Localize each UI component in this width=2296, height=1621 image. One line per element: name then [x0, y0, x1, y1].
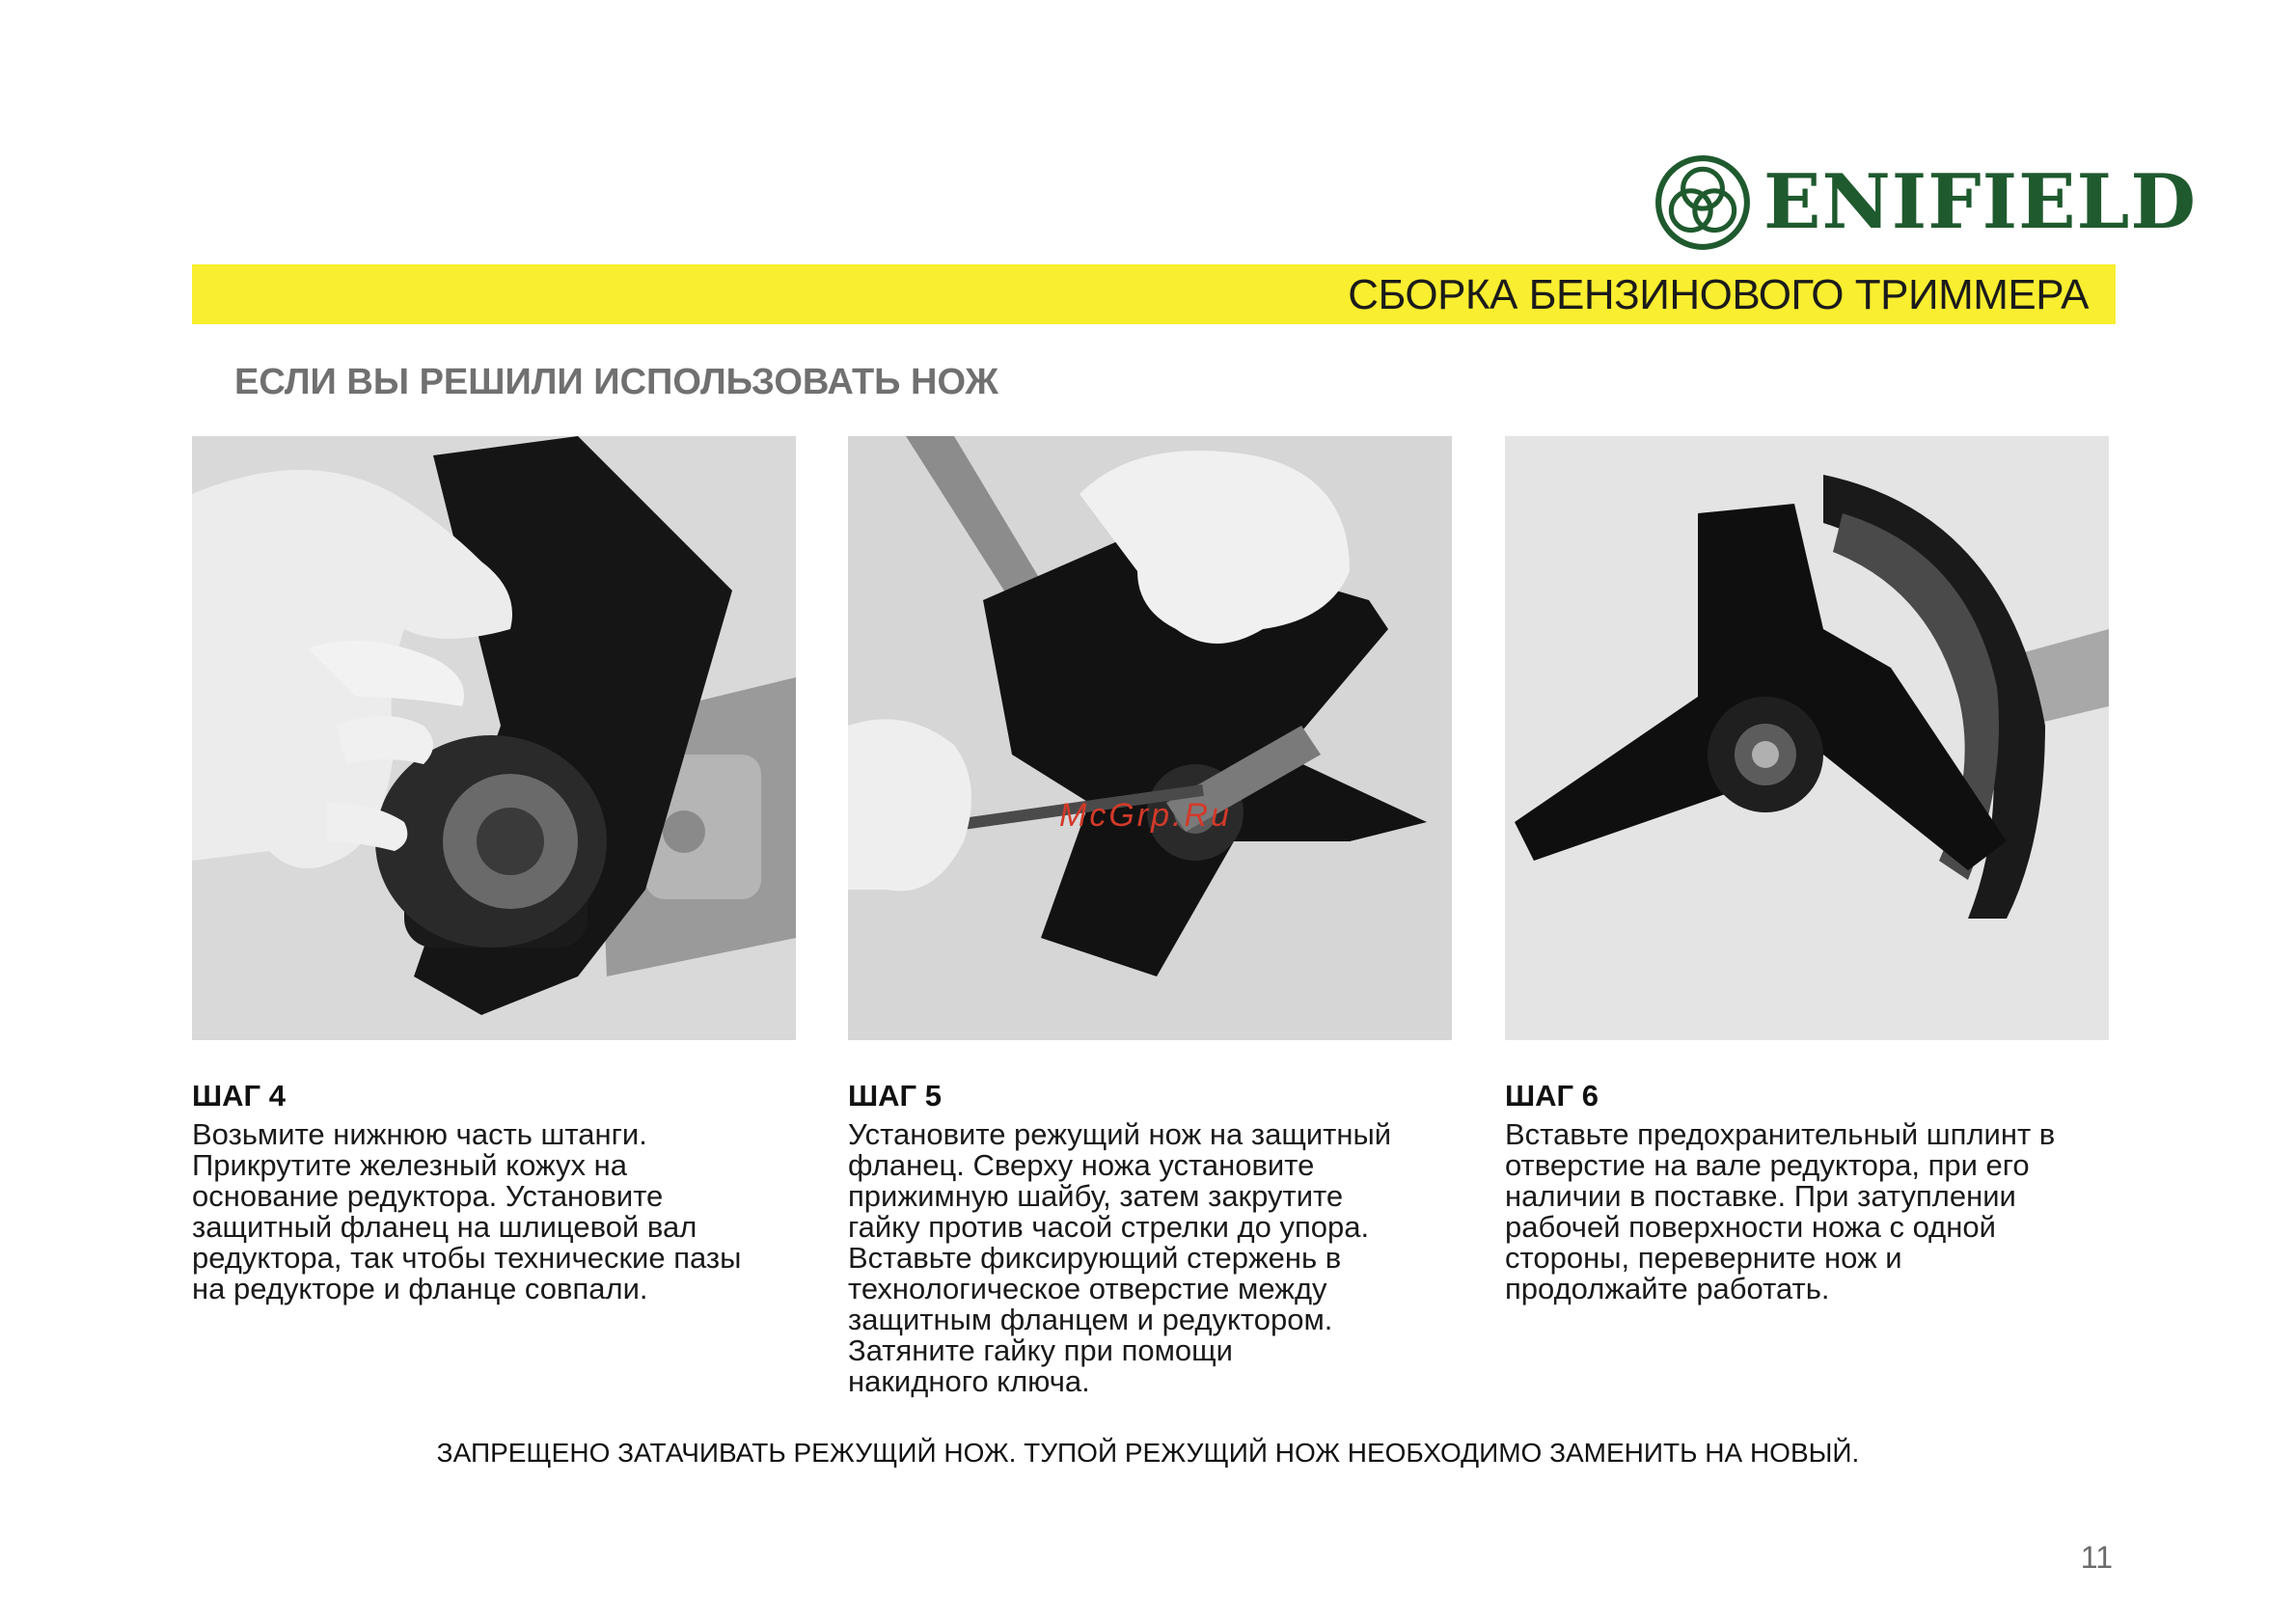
- brand-name: ENIFIELD: [1763, 158, 2198, 246]
- step-4: [192, 1077, 809, 1305]
- step-5: [848, 1077, 1465, 1397]
- step-4-title: ШАГ 4: [192, 1079, 286, 1113]
- mounted-blade-illustration: [1505, 436, 2109, 1040]
- step-6-title: ШАГ 6: [1505, 1079, 1599, 1113]
- step-5-title: ШАГ 5: [848, 1079, 942, 1113]
- step-6-text: Вставьте предохранительный шплинт в отверстие на вале редуктора, при его наличии в поставке. При затуплении рабочей поверхности ножа с одной стороны, переверните нож и продолжайте работать.: [1505, 1117, 2056, 1305]
- step-4-photo: [192, 436, 796, 1040]
- enifield-rings-icon: [1654, 153, 1752, 252]
- step-6: [1505, 1077, 2122, 1305]
- blade-wrench-illustration: [848, 436, 1452, 1040]
- watermark: McGrp.Ru: [1059, 797, 1232, 834]
- page-number: 11: [2080, 1540, 2113, 1575]
- header-banner: [192, 264, 2116, 324]
- step-6-photo: [1505, 436, 2109, 1040]
- warning-note: ЗАПРЕЩЕНО ЗАТАЧИВАТЬ РЕЖУЩИЙ НОЖ. ТУПОЙ РЕЖУЩИЙ НОЖ НЕОБХОДИМО ЗАМЕНИТЬ НА НОВЫЙ.: [436, 1438, 1860, 1468]
- hand-flange-illustration: [192, 436, 796, 1040]
- page-title: СБОРКА БЕНЗИНОВОГО ТРИММЕРА: [1348, 271, 2089, 318]
- step-5-text: Установите режущий нож на защитный фланец. Сверху ножа установите прижимную шайбу, затем закрутите гайку против часой стрелки до упора. Вставьте фиксирующий стержень в технологическое отверстие между защитным фланцем и редуктором. Затяните гайку при помощи накидного ключа.: [848, 1117, 1392, 1398]
- step-5-photo: [848, 436, 1452, 1040]
- brand-logo: [1654, 152, 2198, 253]
- step-4-text: Возьмите нижнюю часть штанги. Прикрутите железный кожух на основание редуктора. Установите защитный фланец на шлицевой вал редуктора, так чтобы технические пазы на редукторе и фланце совпали.: [192, 1117, 742, 1305]
- section-title: ЕСЛИ ВЫ РЕШИЛИ ИСПОЛЬЗОВАТЬ НОЖ: [234, 362, 998, 402]
